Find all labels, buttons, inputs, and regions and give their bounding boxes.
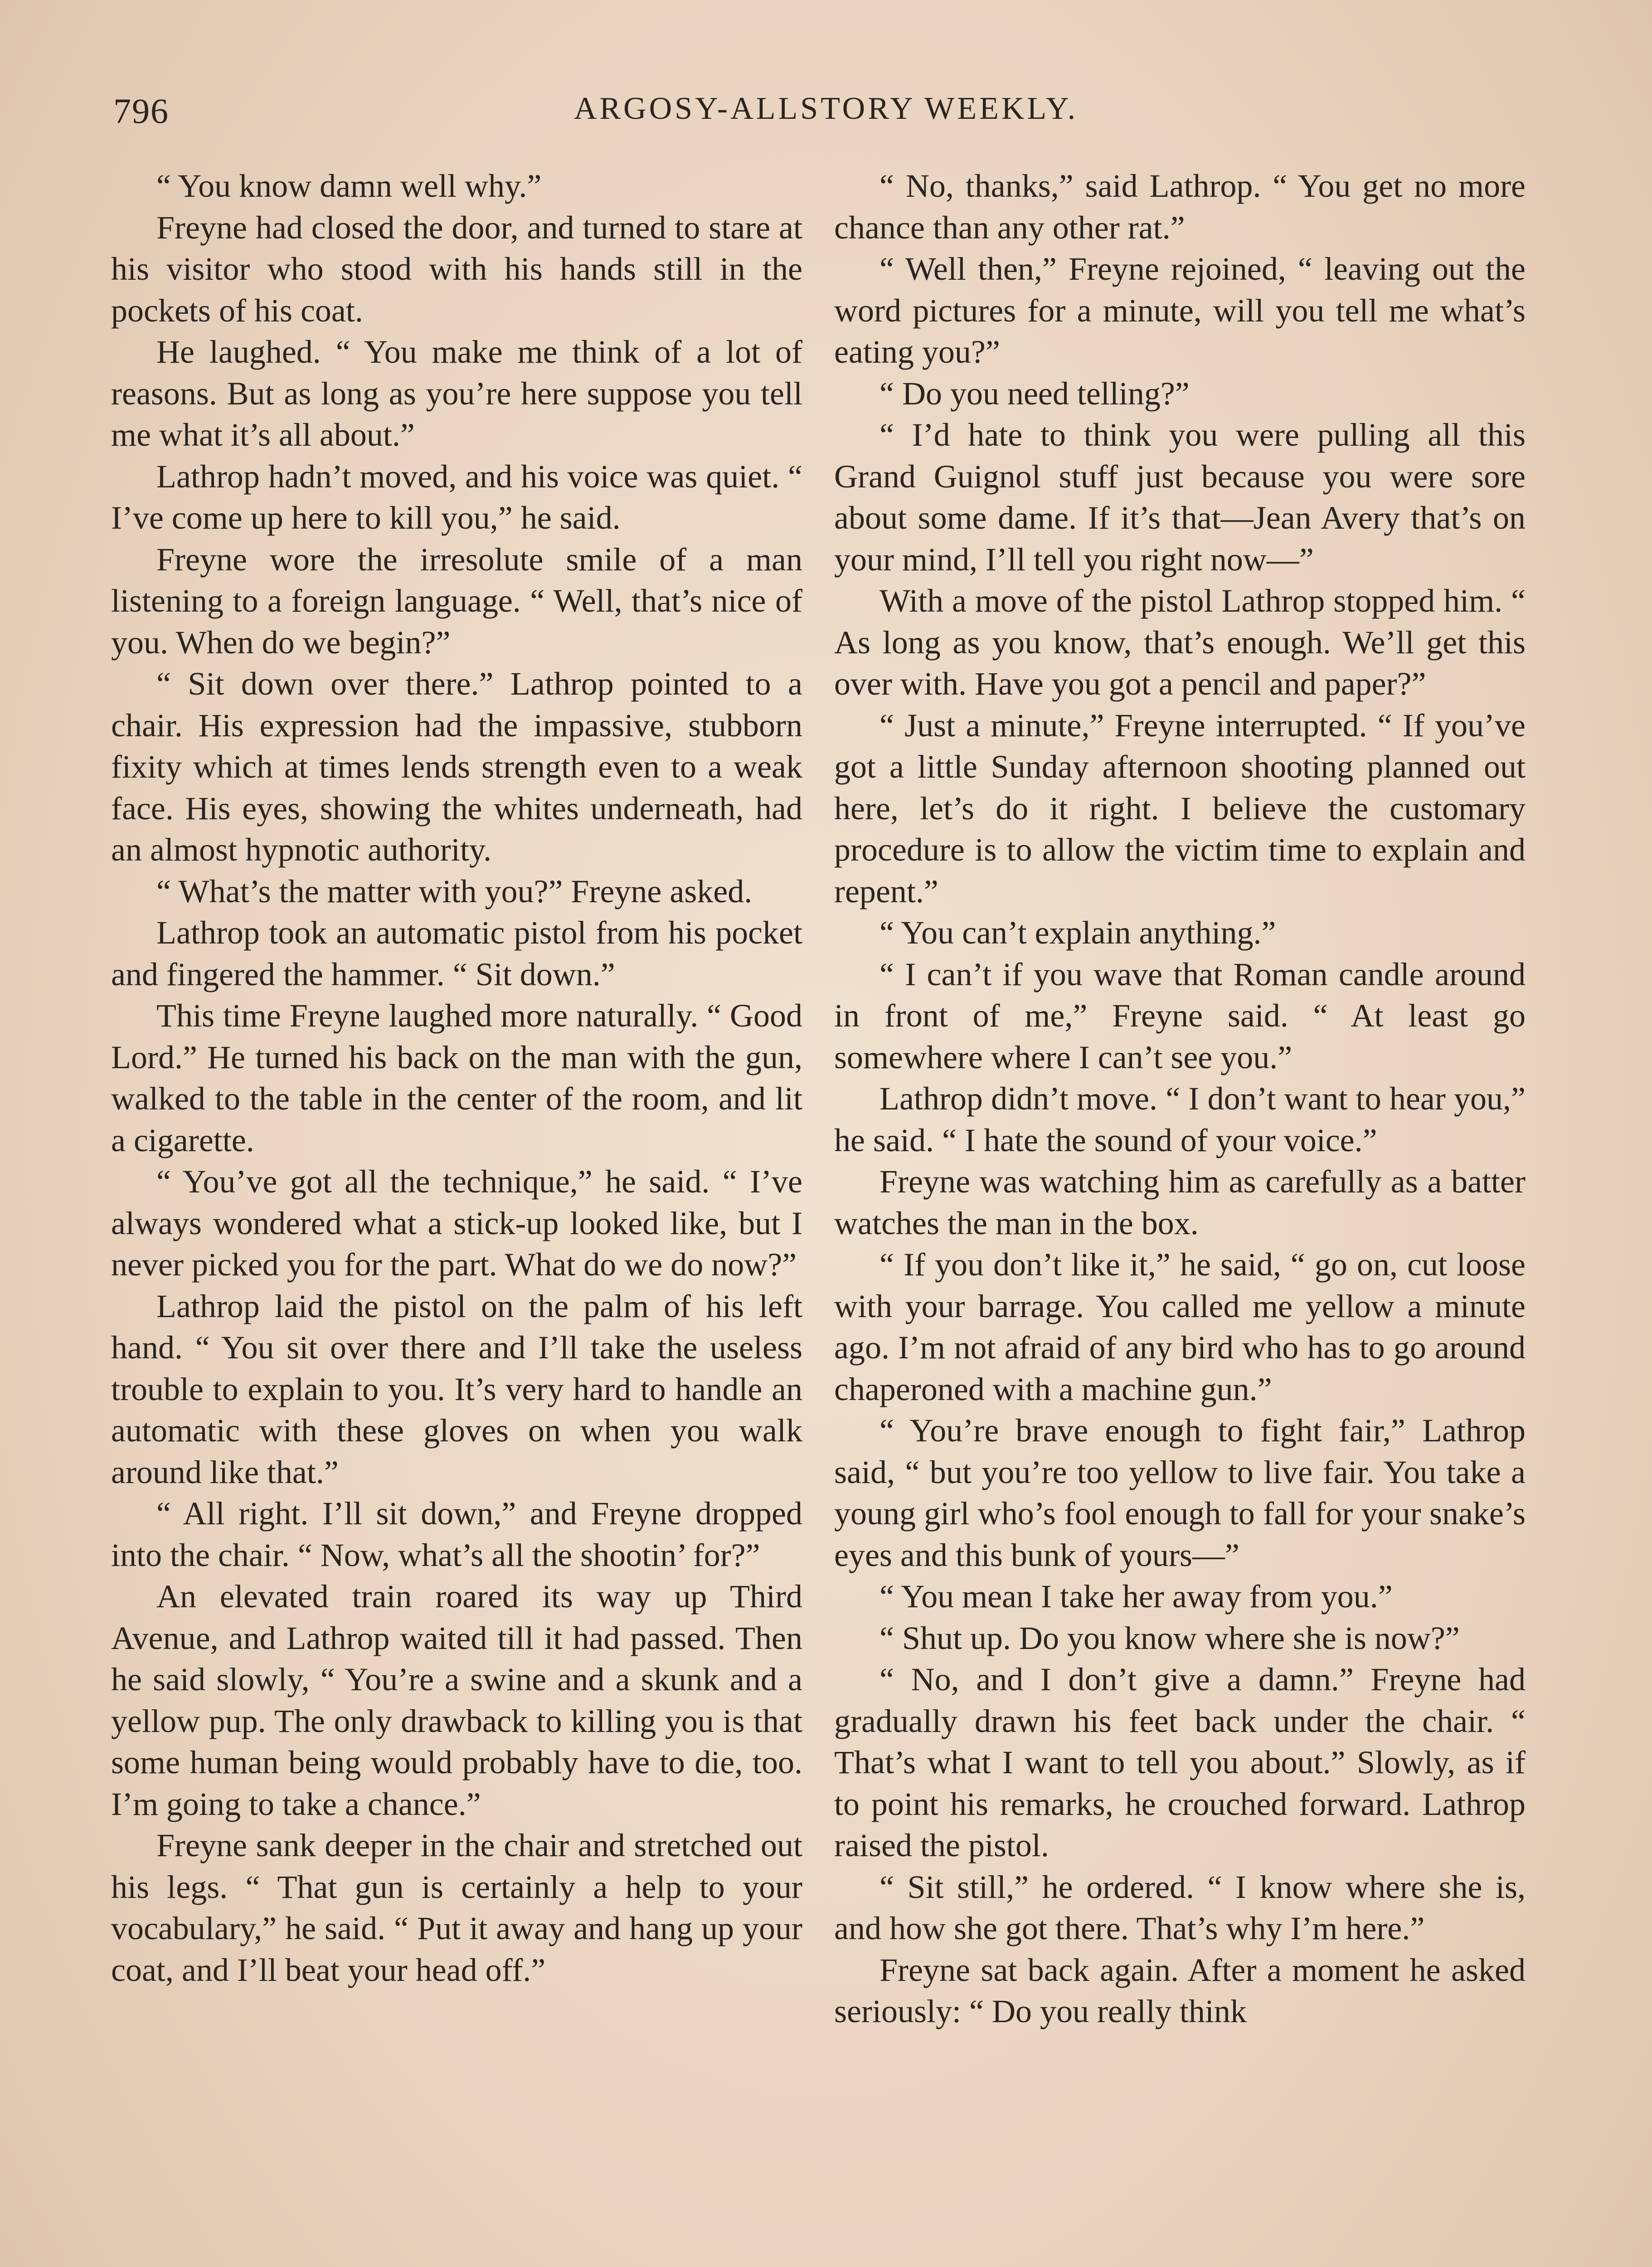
right-column [834, 165, 1526, 2033]
paragraph: “ Do you need telling?” [879, 375, 1190, 412]
paragraph: “ If you don’t like it,” he said, “ go on, cut loose with your barrage. You called me yellow a minute ago. I’m not afraid of any bird who has to go around chaperoned with a machine gun.” [834, 1246, 1526, 1407]
paragraph: Freyne sat back again. After a moment he asked seriously: “ Do you really think [834, 1951, 1526, 2029]
paragraph: An elevated train roared its way up Third Avenue, and Lathrop waited till it had passed. Then he said slowly, “ You’re a swine and a skunk and a yellow pup. The only drawback to killing you is that some human being would probably have to die, too. I’m going to take a chance.” [111, 1578, 802, 1822]
paragraph: “ What’s the matter with you?” Freyne asked. [156, 873, 753, 910]
paragraph: “ No, and I don’t give a damn.” Freyne had gradually drawn his feet back under the chair. “ That’s what I want to tell you about.” Slowly, as if to point his remarks, he crouched forward. Lathrop raised the pistol. [834, 1661, 1526, 1863]
paragraph: “ You know damn well why.” [156, 168, 542, 204]
paragraph: “ Sit down over there.” Lathrop pointed to a chair. His expression had the impassive, stubborn fixity which at times lends strength even to a weak face. His eyes, showing the whites underneath, had an almost hypnotic authority. [111, 666, 802, 868]
paragraph: Freyne was watching him as carefully as a batter watches the man in the box. [834, 1163, 1526, 1241]
paragraph: Freyne had closed the door, and turned to stare at his visitor who stood with his hands still in the pockets of his coat. [111, 209, 802, 329]
paragraph: “ Shut up. Do you know where she is now?” [879, 1620, 1460, 1656]
paragraph: Freyne sank deeper in the chair and stretched out his legs. “ That gun is certainly a help to your vocabulary,” he said. “ Put it away and hang up your coat, and I’ll beat your head off.” [111, 1827, 802, 1988]
paragraph: “ I can’t if you wave that Roman candle around in front of me,” Freyne said. “ At least go somewhere where I can’t see you.” [834, 956, 1526, 1075]
paragraph: Lathrop hadn’t moved, and his voice was quiet. “ I’ve come up here to kill you,” he said. [111, 458, 802, 536]
paragraph: Freyne wore the irresolute smile of a man listening to a foreign language. “ Well, that’s nice of you. When do we begin?” [111, 541, 802, 661]
paragraph: With a move of the pistol Lathrop stopped him. “ As long as you know, that’s enough. We’ll get this over with. Have you got a pencil and paper?” [834, 583, 1526, 702]
paragraph: “ You can’t explain anything.” [879, 915, 1276, 951]
paragraph: This time Freyne laughed more naturally. “ Good Lord.” He turned his back on the man with the gun, walked to the table in the center of the room, and lit a cigarette. [111, 997, 802, 1158]
page-number: 796 [113, 91, 169, 131]
left-column [111, 165, 802, 1991]
paragraph: Lathrop didn’t move. “ I don’t want to hear you,” he said. “ I hate the sound of your voice.” [834, 1080, 1526, 1158]
paragraph: “ I’d hate to think you were pulling all this Grand Guignol stuff just because you were sore about some dame. If it’s that—Jean Avery that’s on your mind, I’ll tell you right now—” [834, 417, 1526, 578]
paragraph: “ All right. I’ll sit down,” and Freyne dropped into the chair. “ Now, what’s all the shootin’ for?” [111, 1495, 802, 1573]
paragraph: Lathrop laid the pistol on the palm of his left hand. “ You sit over there and I’ll take the useless trouble to explain to you. It’s very hard to handle an automatic with these gloves on when you walk around like that.” [111, 1288, 802, 1490]
paragraph: “ You’ve got all the technique,” he said. “ I’ve always wondered what a stick-up looked like, but I never picked you for the part. What do we do now?” [111, 1163, 802, 1283]
page-header [113, 91, 1539, 141]
paragraph: Lathrop took an automatic pistol from his pocket and fingered the hammer. “ Sit down.” [111, 915, 802, 992]
paragraph: He laughed. “ You make me think of a lot of reasons. But as long as you’re here suppose you tell me what it’s all about.” [111, 334, 802, 453]
paragraph: “ Well then,” Freyne rejoined, “ leaving out the word pictures for a minute, will you tell me what’s eating you?” [834, 251, 1526, 370]
paragraph: “ Sit still,” he ordered. “ I know where she is, and how she got there. That’s why I’m here.” [834, 1868, 1526, 1946]
paragraph: “ You’re brave enough to fight fair,” Lathrop said, “ but you’re too yellow to live fair. You take a young girl who’s fool enough to fall for your snake’s eyes and this bunk of yours—” [834, 1412, 1526, 1573]
paragraph: “ Just a minute,” Freyne interrupted. “ If you’ve got a little Sunday afternoon shooting planned out here, let’s do it right. I believe the customary procedure is to allow the victim time to explain and repent.” [834, 707, 1526, 910]
paragraph: “ No, thanks,” said Lathrop. “ You get no more chance than any other rat.” [834, 168, 1526, 246]
paragraph: “ You mean I take her away from you.” [879, 1578, 1393, 1615]
running-head: ARGOSY-ALLSTORY WEEKLY. [573, 91, 1079, 126]
